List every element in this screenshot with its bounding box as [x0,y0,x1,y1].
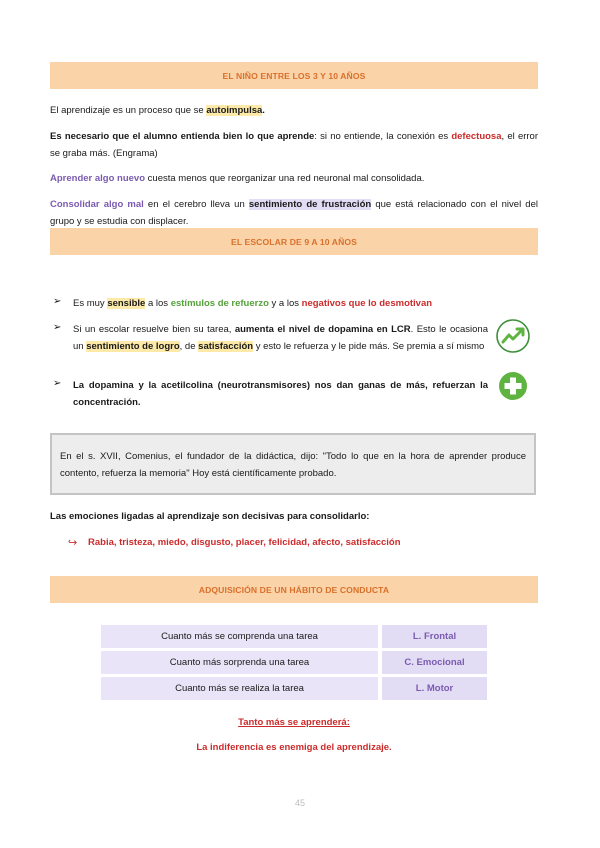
note-text: La indiferencia es enemiga del aprendizaje. [196,742,392,753]
section-title: EL NIÑO ENTRE LOS 3 Y 10 AÑOS [222,70,366,81]
emotions-title: Las emociones ligadas al aprendizaje son decisivas para consolidarlo: [50,511,370,522]
highlight: autoimpulsa [206,105,263,116]
curved-arrow-icon: ↪ [68,537,78,549]
table-cell-right: L. Motor [382,677,487,700]
text: , el error se graba más. (Engrama) [50,131,538,159]
text: Si un escolar resuelve bien su tarea, [73,324,235,335]
green-text: estímulos de refuerzo [170,298,269,309]
bullet-neurotransmisores [73,378,488,411]
table-cell-left: Cuanto más sorprenda una tarea [101,651,378,674]
quote-text: En el s. XVII, Comenius, el fundador de la didáctica, dijo: "Todo lo que en la hora de aprender produce contento, refuerza la memoria" Hoy está científicamente probado. [60,451,526,479]
table-cell-left: Cuanto más se comprenda una tarea [101,625,378,648]
highlight: sensible [107,298,146,309]
bullet-icon: ➢ [53,322,62,333]
table-cell-left: Cuanto más se realiza la tarea [101,677,378,700]
table-row [101,651,487,674]
text: en el cerebro lleva un [143,199,249,210]
emotions-list: Rabia, tristeza, miedo, disgusto, placer, felicidad, afecto, satisfacción [88,537,401,548]
bold-text: Es necesario que el alumno entienda bien lo que aprende [50,131,315,142]
text: y esto le refuerza y le pide más. Se premia a sí mismo [253,340,485,352]
highlight: sentimiento de frustración [248,199,372,210]
red-text: negativos que lo desmotivan [301,298,433,309]
page-number: 45 [294,798,305,808]
purple-text: Consolidar algo mal [50,199,144,210]
table-cell-right: C. Emocional [382,651,487,674]
text: . [262,105,265,116]
section-title: EL ESCOLAR DE 9 A 10 AÑOS [230,236,358,247]
text: : si no entiende, la conexión es [314,131,452,142]
paragraph-autoimpulsa [50,103,538,120]
paragraph-entender [50,129,538,162]
section-banner-nino [50,62,538,89]
text: , de [179,340,199,352]
table-row [101,677,487,700]
text: El aprendizaje es un proceso que se [50,105,207,116]
growth-chart-icon [496,319,530,353]
bold-text: La dopamina y la acetilcolina (neurotransmisores) nos dan ganas de más, refuerzan la concentración. [73,380,488,408]
bullet-icon: ➢ [53,378,62,389]
section-banner-escolar [50,228,538,255]
section-banner-habito [50,576,538,603]
comenius-quote-box [50,433,536,495]
highlight: sentimiento de logro [86,340,180,352]
highlight: satisfacción [198,340,254,352]
text: cuesta menos que reorganizar una red neuronal mal consolidada. [145,173,425,184]
conclusion-text: Tanto más se aprenderá: [238,717,350,728]
text: que está relacionado con el nivel del grupo y se estudia con displacer. [50,199,538,227]
text: y a los [268,298,302,309]
table-cell-right: L. Frontal [382,625,487,648]
red-text: defectuosa [451,131,502,142]
text: a los [145,298,171,309]
text: . Esto le ocasiona un [73,324,488,352]
paragraph-aprender-nuevo [50,171,538,188]
paragraph-consolidar [50,197,538,230]
bullet-sensible [73,296,513,313]
section-title: ADQUISICIÓN DE UN HÁBITO DE CONDUCTA [198,584,390,595]
text: Es muy [73,298,108,309]
purple-text: Aprender algo nuevo [50,173,146,184]
table-row [101,625,487,648]
plus-icon [498,371,528,401]
bullet-icon: ➢ [53,296,62,307]
bold-text: aumenta el nivel de dopamina en LCR [234,324,411,335]
bullet-dopamina [73,322,488,355]
